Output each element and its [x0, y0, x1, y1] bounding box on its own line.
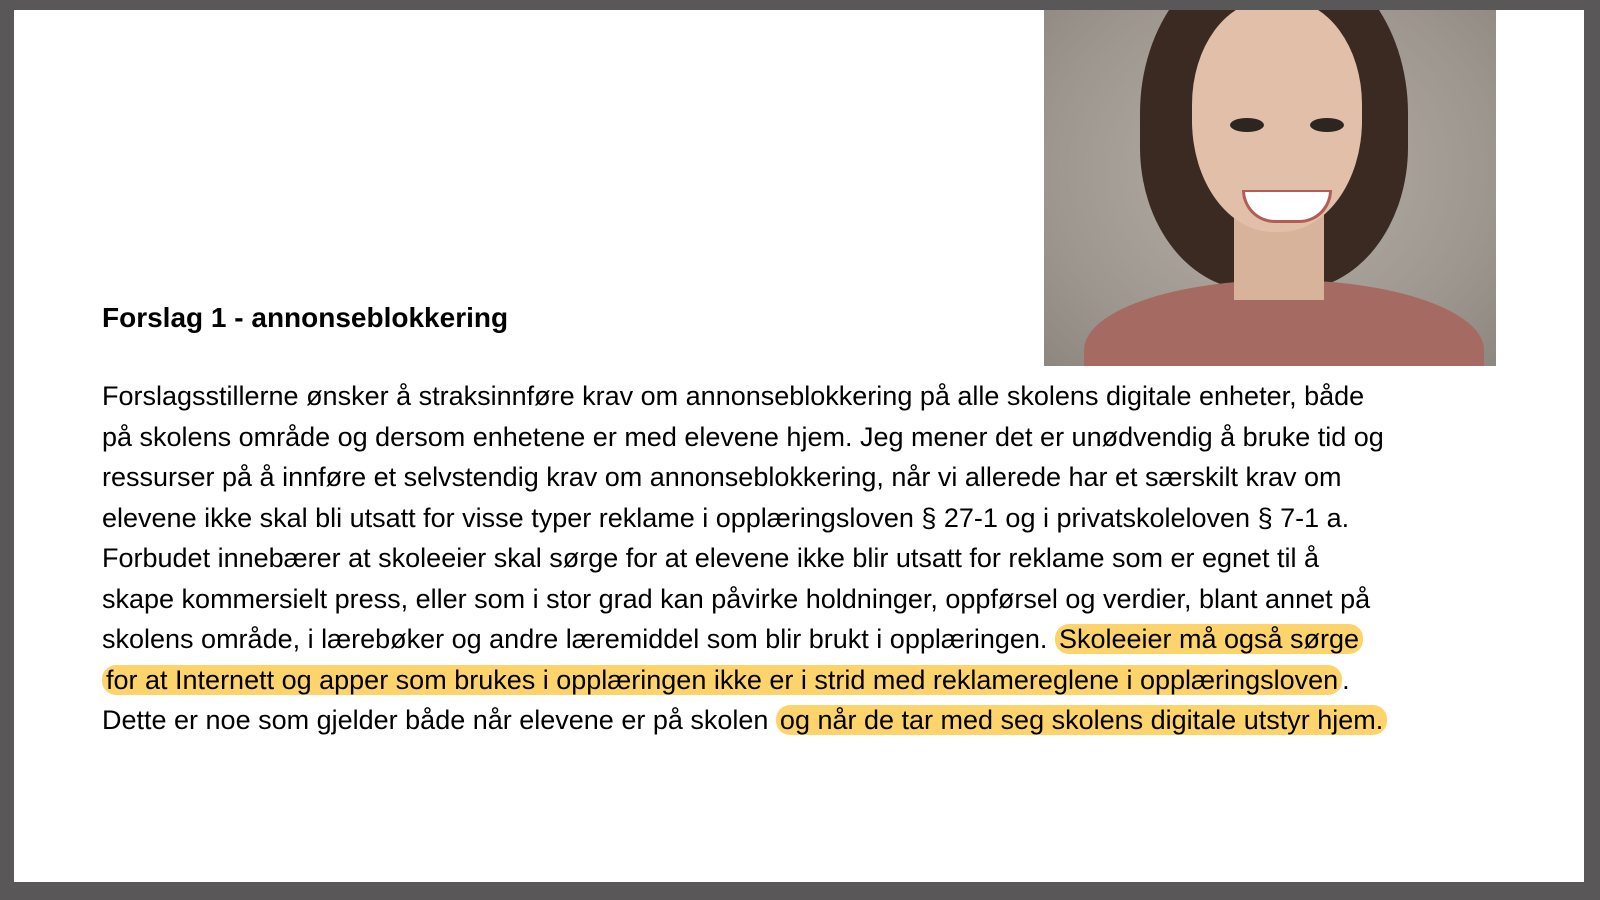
document-page [14, 10, 1584, 882]
paragraph-middle-text: . Dette er noe som gjelder både når elevene er på skolen [102, 664, 1350, 735]
paragraph-intro-text: Forslagsstillerne ønsker å straksinnføre krav om annonseblokkering på alle skolens digitale enheter, både på skolens område og dersom enhetene er med elevene hjem. Jeg mener det er unødvendig å bruke tid og ressurser på å innføre et selvstendig krav om annonseblokkering, når vi allerede har et særskilt krav om elevene ikke skal bli utsatt for visse typer reklame i opplæringsloven § 27-1 og i privatskoleloven § 7-1 a. Forbudet innebærer at skoleeier skal sørge for at elevene ikke blir utsatt for reklame som er egnet til å skape kommersielt press, eller som i stor grad kan påvirke holdninger, oppførsel og verdier, blant annet på skolens område, i lærebøker og andre læremiddel som blir brukt i opplæringen. [102, 381, 1384, 654]
highlighted-text-2: og når de tar med seg skolens digitale utstyr hjem. [776, 705, 1387, 735]
portrait-eye-left [1230, 118, 1264, 132]
portrait-eye-right [1310, 118, 1344, 132]
section-heading: Forslag 1 - annonseblokkering [102, 302, 509, 333]
body-paragraph [102, 376, 1392, 741]
highlighted-text-1: Skoleeier må også sørge for at Internett og apper som brukes i opplæringen ikke er i strid med reklamereglene i opplæringsloven [102, 624, 1363, 695]
portrait-photo [1044, 10, 1496, 366]
